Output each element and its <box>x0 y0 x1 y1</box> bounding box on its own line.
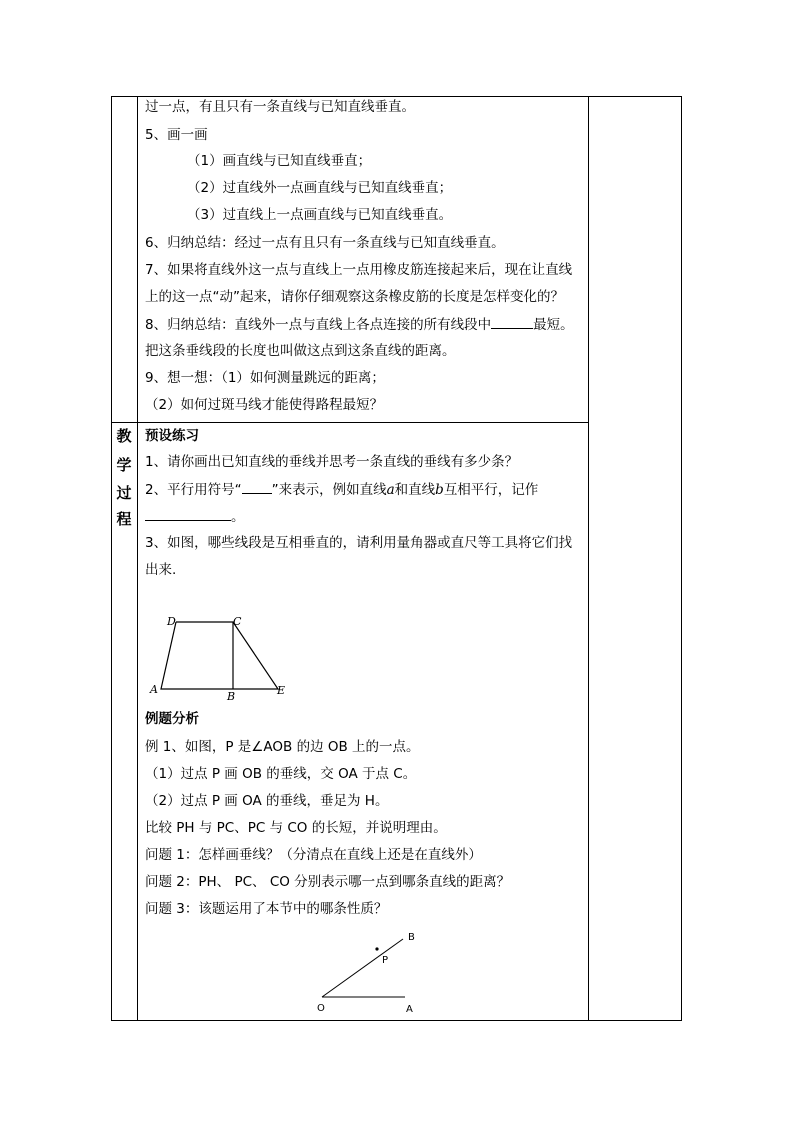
text-line: （2）过点 P 画 OA 的垂线，垂足为 H。 <box>145 793 389 809</box>
label-a: A <box>406 1004 413 1015</box>
text-line <box>145 481 538 498</box>
text-part: 互相平行，记作 <box>443 482 539 498</box>
section-heading: 例题分析 <box>145 711 199 727</box>
text-line: （2）过直线外一点画直线与已知直线垂直； <box>187 180 453 196</box>
text-line: 3、如图，哪些线段是互相垂直的，请利用量角器或直尺等工具将它们找 <box>145 535 573 551</box>
point-p <box>375 947 378 950</box>
text-line: 问题 1：怎样画垂线？（分清点在直线上还是在直线外） <box>145 847 482 863</box>
line-b-symbol: b <box>435 482 444 498</box>
label-d: D <box>167 615 176 628</box>
side-label-char: 过 <box>116 484 132 502</box>
text-line: 出来. <box>145 562 177 578</box>
text-line: （2）如何过斑马线才能使得路程最短？ <box>145 397 384 413</box>
text-line: 问题 2：PH、 PC、 CO 分别表示哪一点到哪条直线的距离？ <box>145 874 511 890</box>
angle-figure <box>310 925 430 1020</box>
label-c: C <box>233 615 242 628</box>
fill-blank[interactable] <box>145 508 231 521</box>
trapezoid-figure <box>140 608 300 708</box>
text-part: 2、平行用符号“ <box>145 482 242 498</box>
fill-blank[interactable] <box>491 316 533 329</box>
text-line: 上的这一点“动”起来，请你仔细观察这条橡皮筋的长度是怎样变化的？ <box>145 289 564 305</box>
text-line: 7、如果将直线外这一点与直线上一点用橡皮筋连接起来后，现在让直线 <box>145 262 573 278</box>
text-line: 例 1、如图，P 是∠AOB 的边 OB 上的一点。 <box>145 739 420 755</box>
text-line: 9、想一想：（1）如何测量跳远的距离； <box>145 370 385 386</box>
text-part: 。 <box>231 509 245 525</box>
label-e: E <box>277 684 286 697</box>
summary-text-end: 最短。 <box>533 317 574 333</box>
side-label-char: 学 <box>116 456 132 474</box>
label-p: P <box>382 955 389 966</box>
text-line <box>145 316 574 333</box>
summary-text: 8、归纳总结：直线外一点与直线上各点连接的所有线段中 <box>145 317 492 333</box>
side-label-char: 教 <box>116 427 132 445</box>
text-line: 1、请你画出已知直线的垂线并思考一条直线的垂线有多少条？ <box>145 454 519 470</box>
text-line: 6、归纳总结：经过一点有且只有一条直线与已知直线垂直。 <box>145 235 505 251</box>
text-line: 问题 3：该题运用了本节中的哪条性质？ <box>145 901 388 917</box>
text-line: 5、画一画 <box>145 127 208 143</box>
side-label-char: 程 <box>116 510 132 528</box>
label-a: A <box>150 683 158 696</box>
label-b: B <box>227 690 236 703</box>
text-line: （3）过直线上一点画直线与已知直线垂直。 <box>187 207 453 223</box>
text-line: 过一点，有且只有一条直线与已知直线垂直。 <box>145 99 415 115</box>
trapezoid-outline <box>161 622 278 689</box>
text-line: （1）画直线与已知直线垂直； <box>187 153 372 169</box>
text-line <box>145 508 245 525</box>
label-b: B <box>408 932 415 943</box>
text-line: （1）过点 P 画 OB 的垂线，交 OA 于点 C。 <box>145 766 417 782</box>
text-part: ”来表示，例如直线 <box>271 482 387 498</box>
ray-ob <box>322 939 403 997</box>
fill-blank[interactable] <box>242 481 272 494</box>
label-o: O <box>317 1003 325 1014</box>
section-heading: 预设练习 <box>145 428 199 444</box>
text-part: 和直线 <box>394 482 436 498</box>
column-divider-right <box>588 97 589 1020</box>
text-line: 比较 PH 与 PC、PC 与 CO 的长短，并说明理由。 <box>145 820 447 836</box>
text-line: 把这条垂线段的长度也叫做这点到这条直线的距离。 <box>145 343 456 359</box>
column-divider-left <box>137 97 138 1020</box>
line-a-symbol: a <box>386 482 395 498</box>
row-divider <box>111 422 588 423</box>
